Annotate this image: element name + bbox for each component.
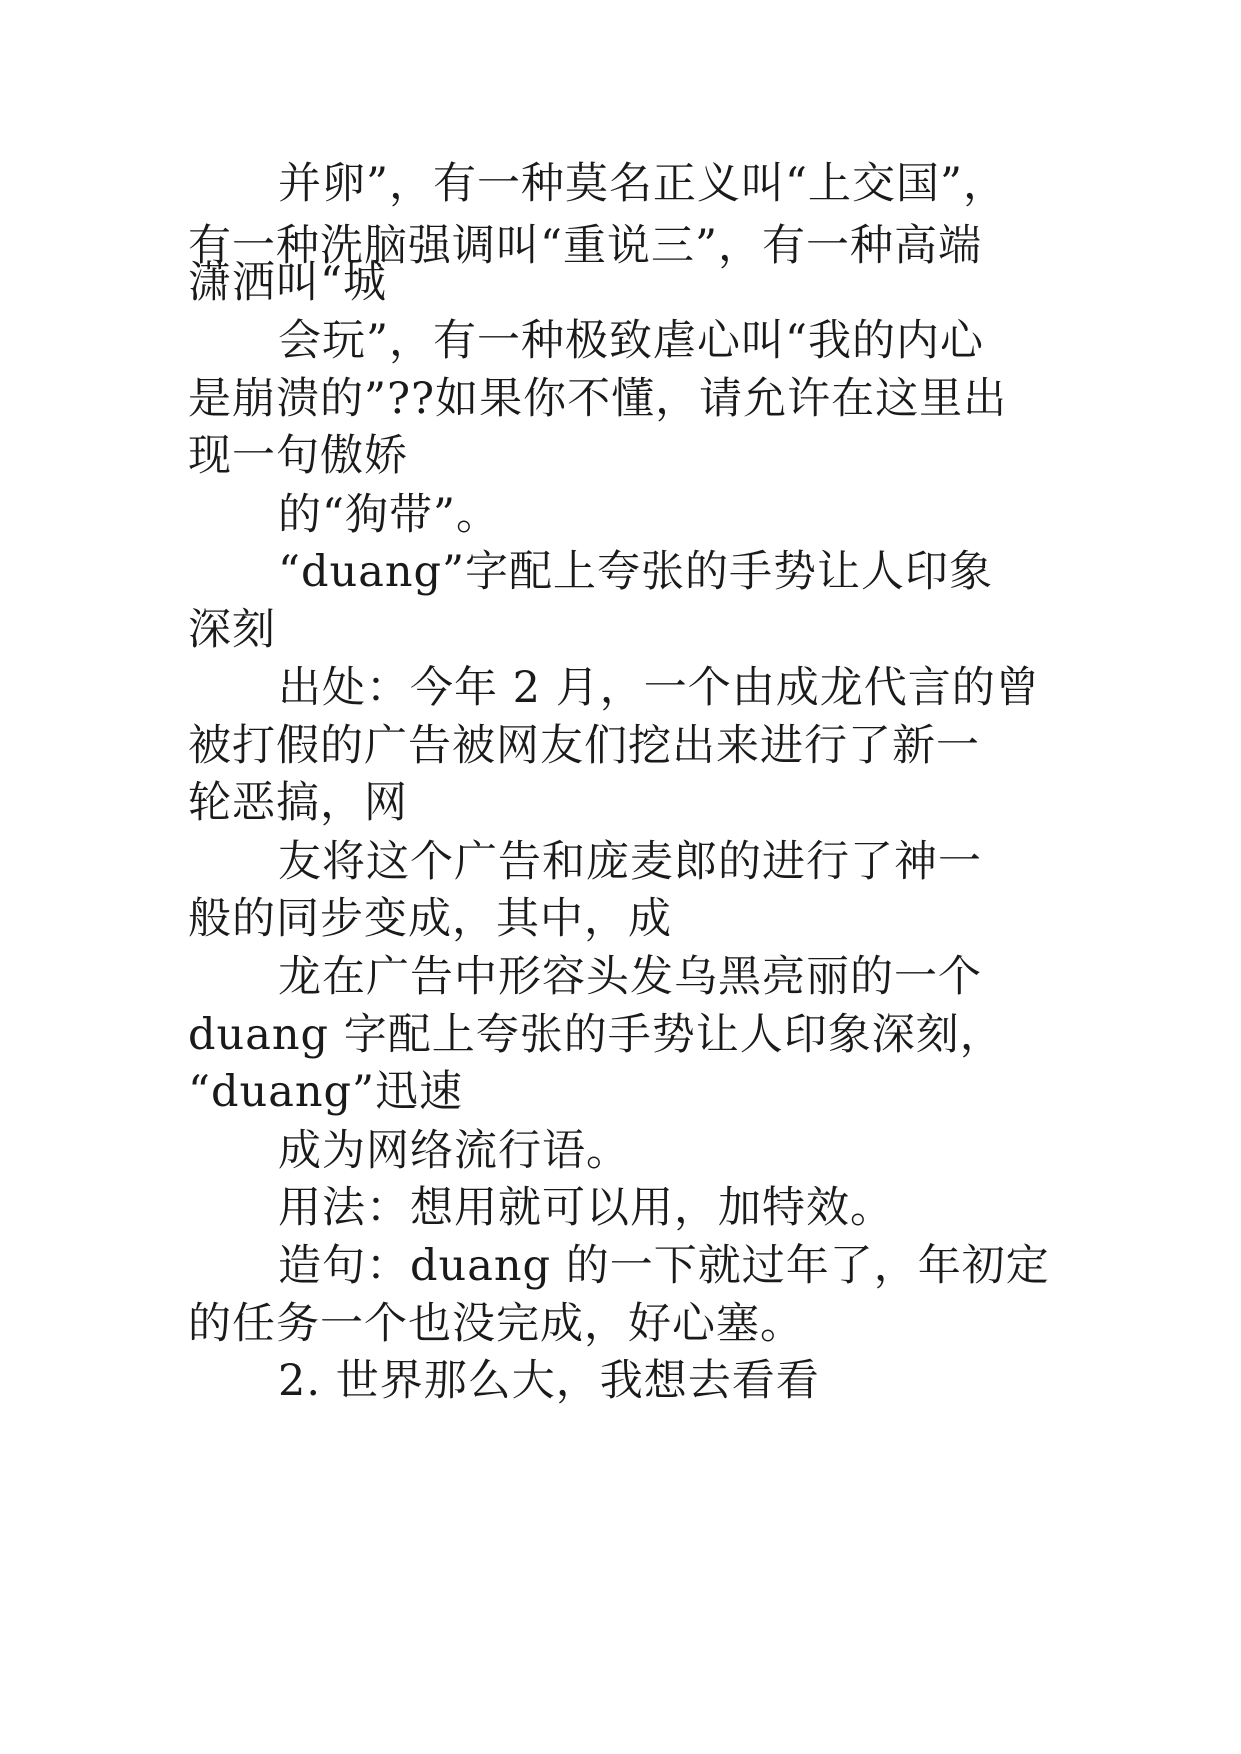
- text-line: 龙在广告中形容头发乌黑亮丽的一个: [278, 952, 982, 1002]
- text-line: 现一句傲娇: [188, 431, 408, 481]
- text-line: 有一种洗脑强调叫“重说三”，有一种高端: [188, 221, 982, 271]
- text-line: 造句：duang 的一下就过年了，年初定: [278, 1241, 1050, 1291]
- text-line: 出处：今年 2 月，一个由成龙代言的曾: [278, 663, 1040, 713]
- text-line: 轮恶搞，网: [188, 778, 408, 828]
- text-line: 用法：想用就可以用，加特效。: [278, 1183, 894, 1233]
- text-line: “duang”迅速: [188, 1067, 464, 1117]
- text-line: 潇洒叫“城: [188, 258, 387, 308]
- text-line: 成为网络流行语。: [278, 1126, 630, 1176]
- text-line: 是崩溃的”??如果你不懂，请允许在这里出: [188, 374, 1008, 424]
- text-line: “duang”字配上夸张的手势让人印象: [278, 547, 994, 597]
- text-line: 深刻: [188, 605, 276, 655]
- text-line: 被打假的广告被网友们挖出来进行了新一: [188, 721, 980, 771]
- text-line: 般的同步变成，其中，成: [188, 894, 672, 944]
- text-line: 的“狗带”。: [278, 490, 500, 540]
- text-line: 友将这个广告和庞麦郎的进行了神一: [278, 837, 982, 887]
- text-line: duang 字配上夸张的手势让人印象深刻，: [188, 1010, 1004, 1060]
- text-line: 会玩”，有一种极致虐心叫“我的内心: [278, 316, 984, 366]
- text-line: 的任务一个也没完成，好心塞。: [188, 1299, 804, 1349]
- text-line: 并卵”，有一种莫名正义叫“上交国”，: [278, 159, 1007, 209]
- text-line: 2. 世界那么大，我想去看看: [278, 1356, 820, 1406]
